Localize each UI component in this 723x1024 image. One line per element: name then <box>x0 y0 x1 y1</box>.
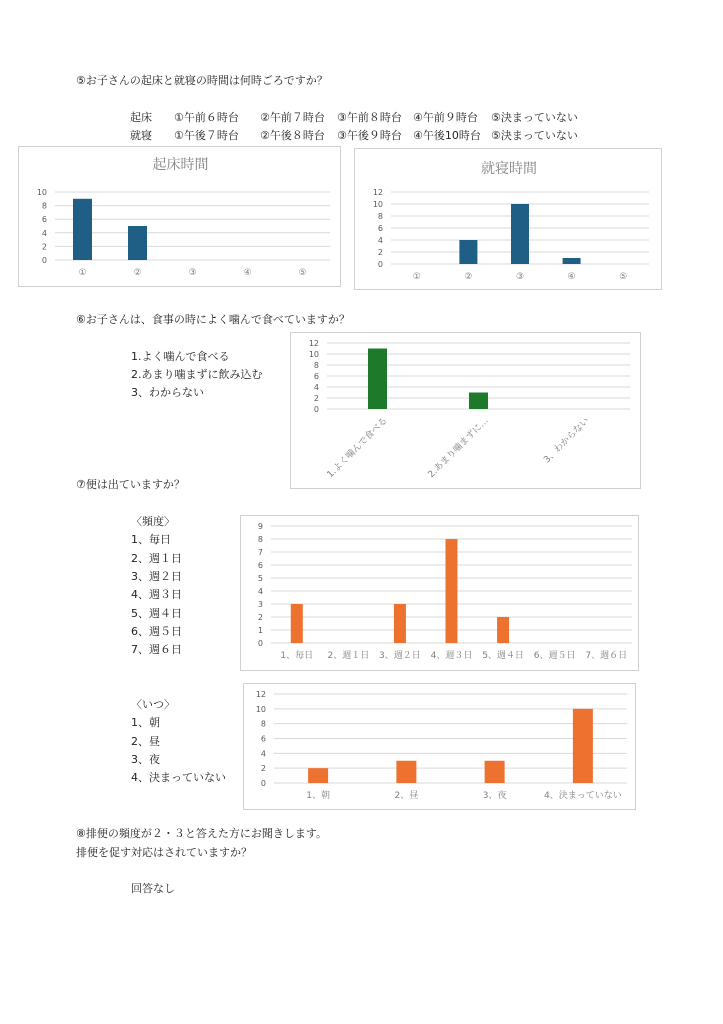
y-tick-label: 5 <box>257 574 263 583</box>
sleep-label: 就寝 <box>130 129 152 142</box>
bar <box>396 761 416 783</box>
x-category-label: 1、毎日 <box>280 651 314 661</box>
q8-subtitle: 排便を促す対応はされていますか？ <box>76 846 252 859</box>
chart-title: 起床時間 <box>152 157 209 173</box>
sleep-option: ②午後８時台 <box>260 129 325 142</box>
q5-title: ⑤お子さんの起床と就寝の時間は何時ごろですか？ <box>76 74 328 87</box>
when-option: 4、決まっていない <box>131 771 226 784</box>
stool-timing-chart <box>243 683 636 810</box>
freq-option: 4、週３日 <box>131 588 182 601</box>
when-svg <box>244 684 637 811</box>
y-tick-label: 8 <box>257 535 263 544</box>
y-tick-label: 0 <box>41 256 47 265</box>
bar <box>573 709 593 783</box>
x-category-label: 4、決まっていない <box>544 791 622 801</box>
y-tick-label: 3 <box>257 600 263 609</box>
y-tick-label: 6 <box>260 734 266 744</box>
y-tick-label: 12 <box>308 339 319 348</box>
y-tick-label: 6 <box>41 215 47 225</box>
y-tick-label: 8 <box>260 719 266 729</box>
x-category-label: 2.あまり噛まずに… <box>426 416 491 481</box>
wake-option: ②午前７時台 <box>260 111 325 124</box>
freq-option: 5、週４日 <box>131 607 182 620</box>
stool-frequency-chart <box>240 515 639 671</box>
when-option: 3、夜 <box>131 753 160 766</box>
y-tick-label: 12 <box>372 188 383 197</box>
when-option: 1、朝 <box>131 716 160 729</box>
y-tick-label: 4 <box>313 383 319 392</box>
x-category-label: ① <box>78 268 87 278</box>
y-tick-label: 6 <box>377 224 383 233</box>
y-tick-label: 1 <box>257 626 263 635</box>
x-category-label: ④ <box>243 268 252 278</box>
x-category-label: 2、昼 <box>394 791 419 801</box>
freq-option: 6、週５日 <box>131 625 182 638</box>
x-category-label: 5、週４日 <box>482 651 524 661</box>
wake-svg <box>19 147 342 288</box>
y-tick-label: 7 <box>257 548 263 557</box>
bar <box>459 240 477 264</box>
x-category-label: ② <box>133 268 142 278</box>
x-category-label: ⑤ <box>298 268 307 278</box>
sleep-time-chart <box>354 148 662 290</box>
x-category-label: 2、週１日 <box>327 651 370 661</box>
sleep-option: ⑤決まっていない <box>491 129 578 142</box>
y-tick-label: 2 <box>260 764 266 774</box>
q8-answer: 回答なし <box>131 882 175 895</box>
wake-time-chart <box>18 146 341 287</box>
bar <box>497 617 509 643</box>
x-category-label: 4、週３日 <box>430 651 473 661</box>
freq-option: 1、毎日 <box>131 533 171 546</box>
wake-option: ⑤決まっていない <box>491 111 578 124</box>
bar <box>291 604 303 643</box>
freq-heading: 〈頻度〉 <box>131 515 175 528</box>
bar <box>469 393 488 410</box>
y-tick-label: 0 <box>257 639 263 648</box>
x-category-label: ③ <box>515 272 525 282</box>
when-option: 2、昼 <box>131 735 160 748</box>
wake-option: ①午前６時台 <box>174 111 239 124</box>
bar <box>511 204 529 264</box>
q6-title: ⑥お子さんは、食事の時によく噛んで食べていますか？ <box>76 313 350 326</box>
freq-option: 7、週６日 <box>131 643 182 656</box>
chew-svg <box>291 333 642 490</box>
y-tick-label: 6 <box>313 372 319 381</box>
x-category-label: 1.よく噛んで食べる <box>325 416 390 481</box>
bar <box>368 349 387 410</box>
x-category-label: ② <box>464 272 473 282</box>
bar <box>563 258 581 264</box>
x-category-label: ① <box>412 272 421 282</box>
y-tick-label: 6 <box>257 561 263 570</box>
x-category-label: ③ <box>188 268 197 278</box>
y-tick-label: 4 <box>260 749 266 759</box>
bar <box>446 539 458 643</box>
y-tick-label: 10 <box>36 188 47 197</box>
bar <box>128 226 147 260</box>
y-tick-label: 0 <box>377 260 383 269</box>
y-tick-label: 2 <box>313 394 319 403</box>
y-tick-label: 2 <box>377 248 383 257</box>
x-category-label: 3、夜 <box>482 791 507 801</box>
chew-option: 1.よく噛んで食べる <box>131 350 230 363</box>
x-category-label: 3、週２日 <box>379 651 421 661</box>
chewing-chart <box>290 332 641 489</box>
chew-option: 2.あまり噛まずに飲み込む <box>131 368 263 381</box>
sleep-option: ④午後10時台 <box>413 129 481 142</box>
y-tick-label: 8 <box>377 212 383 221</box>
y-tick-label: 2 <box>257 613 263 622</box>
x-category-label: ⑤ <box>619 272 628 282</box>
y-tick-label: 10 <box>372 200 383 209</box>
x-category-label: 1、朝 <box>306 791 330 801</box>
wake-option: ③午前８時台 <box>337 111 402 124</box>
y-tick-label: 8 <box>313 361 319 370</box>
y-tick-label: 8 <box>41 201 47 211</box>
x-category-label: 6、週５日 <box>533 651 576 661</box>
y-tick-label: 2 <box>41 242 47 252</box>
freq-svg <box>241 516 640 672</box>
y-tick-label: 0 <box>260 779 266 788</box>
freq-option: 2、週１日 <box>131 552 182 565</box>
y-tick-label: 10 <box>255 704 266 714</box>
bar <box>394 604 406 643</box>
y-tick-label: 9 <box>257 522 263 531</box>
freq-option: 3、週２日 <box>131 570 182 583</box>
bar <box>308 768 328 783</box>
x-category-label: 7、週６日 <box>585 651 628 661</box>
q8-title: ⑧排便の頻度が２・３と答えた方にお聞きします。 <box>76 827 327 840</box>
when-heading: 〈いつ〉 <box>131 698 175 711</box>
x-category-label: 3、わからない <box>542 416 592 466</box>
chew-option: 3、わからない <box>131 386 204 399</box>
sleep-svg <box>355 149 663 291</box>
wake-label: 起床 <box>130 111 152 124</box>
bar <box>485 761 505 783</box>
sleep-option: ①午後７時台 <box>174 129 239 142</box>
y-tick-label: 4 <box>41 228 47 238</box>
y-tick-label: 0 <box>313 405 319 414</box>
y-tick-label: 4 <box>257 587 263 596</box>
chart-title: 就寝時間 <box>481 161 537 177</box>
bar <box>73 199 92 260</box>
wake-option: ④午前９時台 <box>413 111 478 124</box>
y-tick-label: 12 <box>255 690 266 699</box>
x-category-label: ④ <box>567 272 576 282</box>
y-tick-label: 4 <box>377 236 383 245</box>
y-tick-label: 10 <box>308 350 319 359</box>
sleep-option: ③午後９時台 <box>337 129 402 142</box>
q7-title: ⑦便は出ていますか？ <box>76 478 185 491</box>
